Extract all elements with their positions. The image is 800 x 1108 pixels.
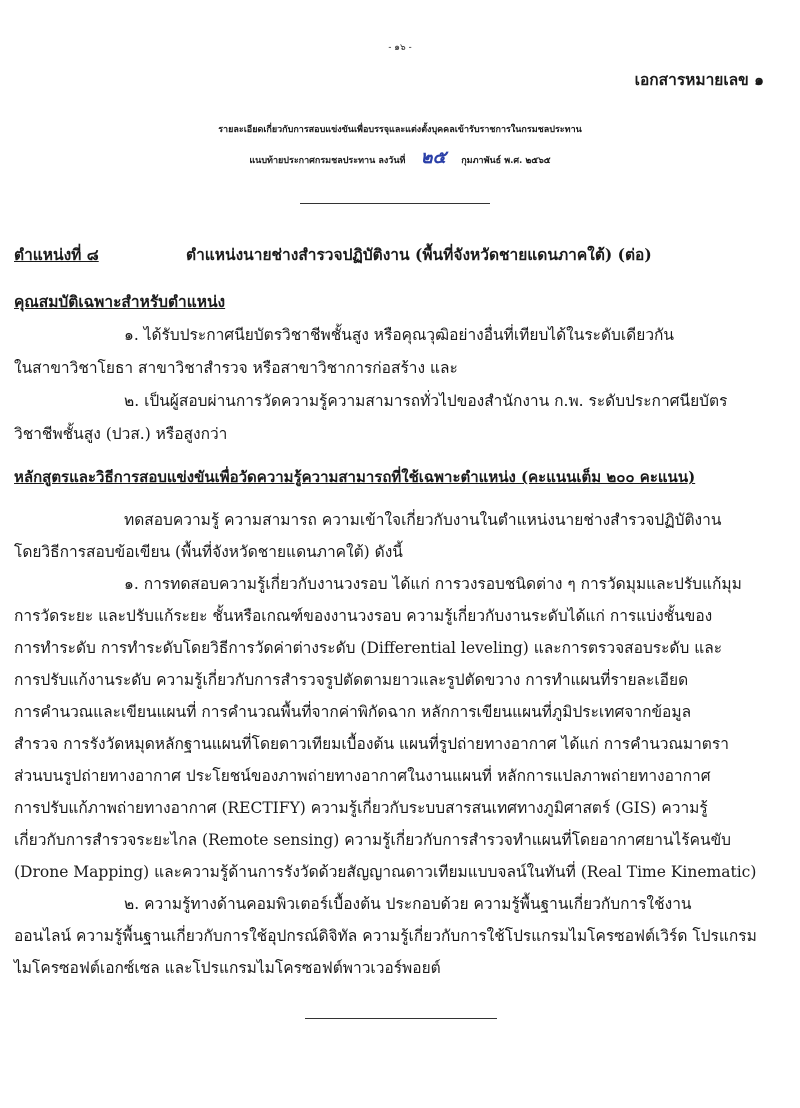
footer-divider: [305, 1018, 497, 1019]
item2-line: ออนไลน์ ความรู้พื้นฐานเกี่ยวกับการใช้อุปกรณ์ดิจิทัล ความรู้เกี่ยวกับการใช้โปรแกรมไมโครซอฟต์เวิร์ด โปรแกรม: [14, 927, 757, 945]
page-number: - ๑๖ -: [388, 43, 412, 53]
item1-line: การปรับแก้งานระดับ ความรู้เกี่ยวกับการสำรวจรูปตัดตามยาวและรูปตัดขวาง การทำแผนที่รายละเอียด: [14, 671, 689, 689]
qualification-line: ๒. เป็นผู้สอบผ่านการวัดความรู้ความสามารถทั่วไปของสำนักงาน ก.พ. ระดับประกาศนียบัตร: [124, 392, 728, 410]
header-subtitle: [0, 148, 800, 171]
item1-line: การคำนวณและเขียนแผนที่ การคำนวณพื้นที่จากค่าพิกัดฉาก หลักการเขียนแผนที่ภูมิประเทศจากข้อมูล: [14, 703, 692, 721]
item2-line: ๒. ความรู้ทางด้านคอมพิวเตอร์เบื้องต้น ประกอบด้วย ความรู้พื้นฐานเกี่ยวกับการใช้งาน: [124, 895, 692, 913]
item1-line: ๑. การทดสอบความรู้เกี่ยวกับงานวงรอบ ได้แก่ การวงรอบชนิดต่าง ๆ การวัดมุมและปรับแก้มุม: [124, 575, 742, 593]
qualification-line: วิชาชีพชั้นสูง (ปวส.) หรือสูงกว่า: [14, 425, 228, 443]
qualification-line: ๑. ได้รับประกาศนียบัตรวิชาชีพชั้นสูง หรือคุณวุฒิอย่างอื่นที่เทียบได้ในระดับเดียวกัน: [124, 326, 675, 344]
position-title: ตำแหน่งนายช่างสำรวจปฏิบัติงาน (พื้นที่จังหวัดชายแดนภาคใต้) (ต่อ): [186, 245, 652, 264]
item1-line: ส่วนบนรูปถ่ายทางอากาศ ประโยชน์ของภาพถ่ายทางอากาศในงานแผนที่ หลักการแปลภาพถ่ายทางอากาศ: [14, 767, 711, 785]
item2-line: ไมโครซอฟต์เอกซ์เซล และโปรแกรมไมโครซอฟต์พาวเวอร์พอยต์: [14, 959, 441, 977]
header-title: รายละเอียดเกี่ยวกับการสอบแข่งขันเพื่อบรรจุและแต่งตั้งบุคคลเข้ารับราชการในกรมชลประทาน: [218, 125, 582, 135]
document-reference: เอกสารหมายเลข ๑: [634, 70, 764, 89]
qualifications-heading: คุณสมบัติเฉพาะสำหรับตำแหน่ง: [14, 292, 226, 311]
item1-line: การปรับแก้ภาพถ่ายทางอากาศ (RECTIFY) ความรู้เกี่ยวกับระบบสารสนเทศทางภูมิศาสตร์ (GIS) ความรู้: [14, 799, 708, 817]
item1-line: เกี่ยวกับการสำรวจระยะไกล (Remote sensing) ความรู้เกี่ยวกับการสำรวจทำแผนที่โดยอากาศยานไร้คนขับ: [14, 831, 732, 849]
header-divider: [300, 203, 490, 204]
subtitle-suffix: กุมภาพันธ์ พ.ศ. ๒๕๖๕: [461, 156, 551, 166]
curriculum-intro-line: โดยวิธีการสอบข้อเขียน (พื้นที่จังหวัดชายแดนภาคใต้) ดังนี้: [14, 543, 403, 561]
subtitle-prefix: แนบท้ายประกาศกรมชลประทาน ลงวันที่: [249, 156, 406, 166]
position-number: ตำแหน่งที่ ๘: [14, 245, 99, 264]
item1-line: สำรวจ การรังวัดหมุดหลักฐานแผนที่โดยดาวเทียมเบื้องต้น แผนที่รูปถ่ายทางอากาศ ได้แก่ การคำนวณมาตรา: [14, 735, 729, 753]
handwritten-day: ๒๕: [420, 147, 447, 168]
item1-line: การวัดระยะ และปรับแก้ระยะ ชั้นหรือเกณฑ์ของงานวงรอบ ความรู้เกี่ยวกับงานระดับได้แก่ การแบ่งชั้นของ: [14, 607, 713, 625]
item1-line: (Drone Mapping) และความรู้ด้านการรังวัดด้วยสัญญาณดาวเทียมแบบจลน์ในทันที่ (Real Time Kinematic): [14, 863, 757, 881]
curriculum-intro-line: ทดสอบความรู้ ความสามารถ ความเข้าใจเกี่ยวกับงานในตำแหน่งนายช่างสำรวจปฏิบัติงาน: [124, 511, 722, 529]
curriculum-heading: หลักสูตรและวิธีการสอบแข่งขันเพื่อวัดความรู้ความสามารถที่ใช้เฉพาะตำแหน่ง (คะแนนเต็ม ๒๐๐ คะแนน): [14, 468, 696, 486]
item1-line: การทำระดับ การทำระดับโดยวิธีการวัดค่าต่างระดับ (Differential leveling) และการตรวจสอบระดับ และ: [14, 639, 723, 657]
qualification-line: ในสาขาวิชาโยธา สาขาวิชาสำรวจ หรือสาขาวิชาการก่อสร้าง และ: [14, 359, 458, 377]
